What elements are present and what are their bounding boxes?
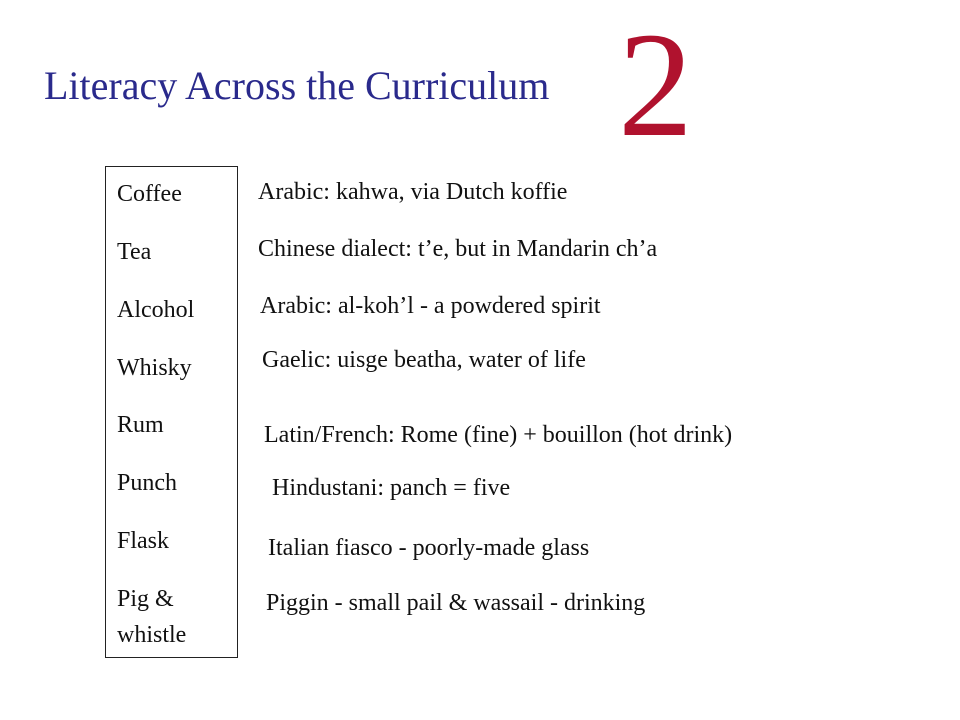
- origin-tea: Chinese dialect: t’e, but in Mandarin ch’a: [258, 236, 658, 262]
- word-pig: Pig &: [117, 586, 174, 612]
- origin-pig-whistle: Piggin - small pail & wassail - drinking: [266, 590, 646, 616]
- word-whisky: Whisky: [117, 355, 192, 381]
- word-alcohol: Alcohol: [117, 297, 195, 323]
- origin-flask: Italian fiasco - poorly-made glass: [268, 535, 590, 561]
- word-whistle: whistle: [117, 622, 187, 648]
- word-coffee: Coffee: [117, 181, 182, 207]
- origin-whisky: Gaelic: uisge beatha, water of life: [262, 347, 586, 373]
- word-rum: Rum: [117, 412, 164, 438]
- origin-alcohol: Arabic: al-koh’l - a powdered spirit: [260, 293, 601, 319]
- origin-coffee: Arabic: kahwa, via Dutch koffie: [258, 179, 568, 205]
- word-tea: Tea: [117, 239, 152, 265]
- word-punch: Punch: [117, 470, 177, 496]
- origin-rum: Latin/French: Rome (fine) + bouillon (hot drink): [264, 422, 733, 448]
- slide-title: Literacy Across the Curriculum: [44, 63, 550, 108]
- slide-number: 2: [618, 2, 693, 168]
- origin-punch: Hindustani: panch = five: [272, 475, 511, 501]
- word-flask: Flask: [117, 528, 170, 554]
